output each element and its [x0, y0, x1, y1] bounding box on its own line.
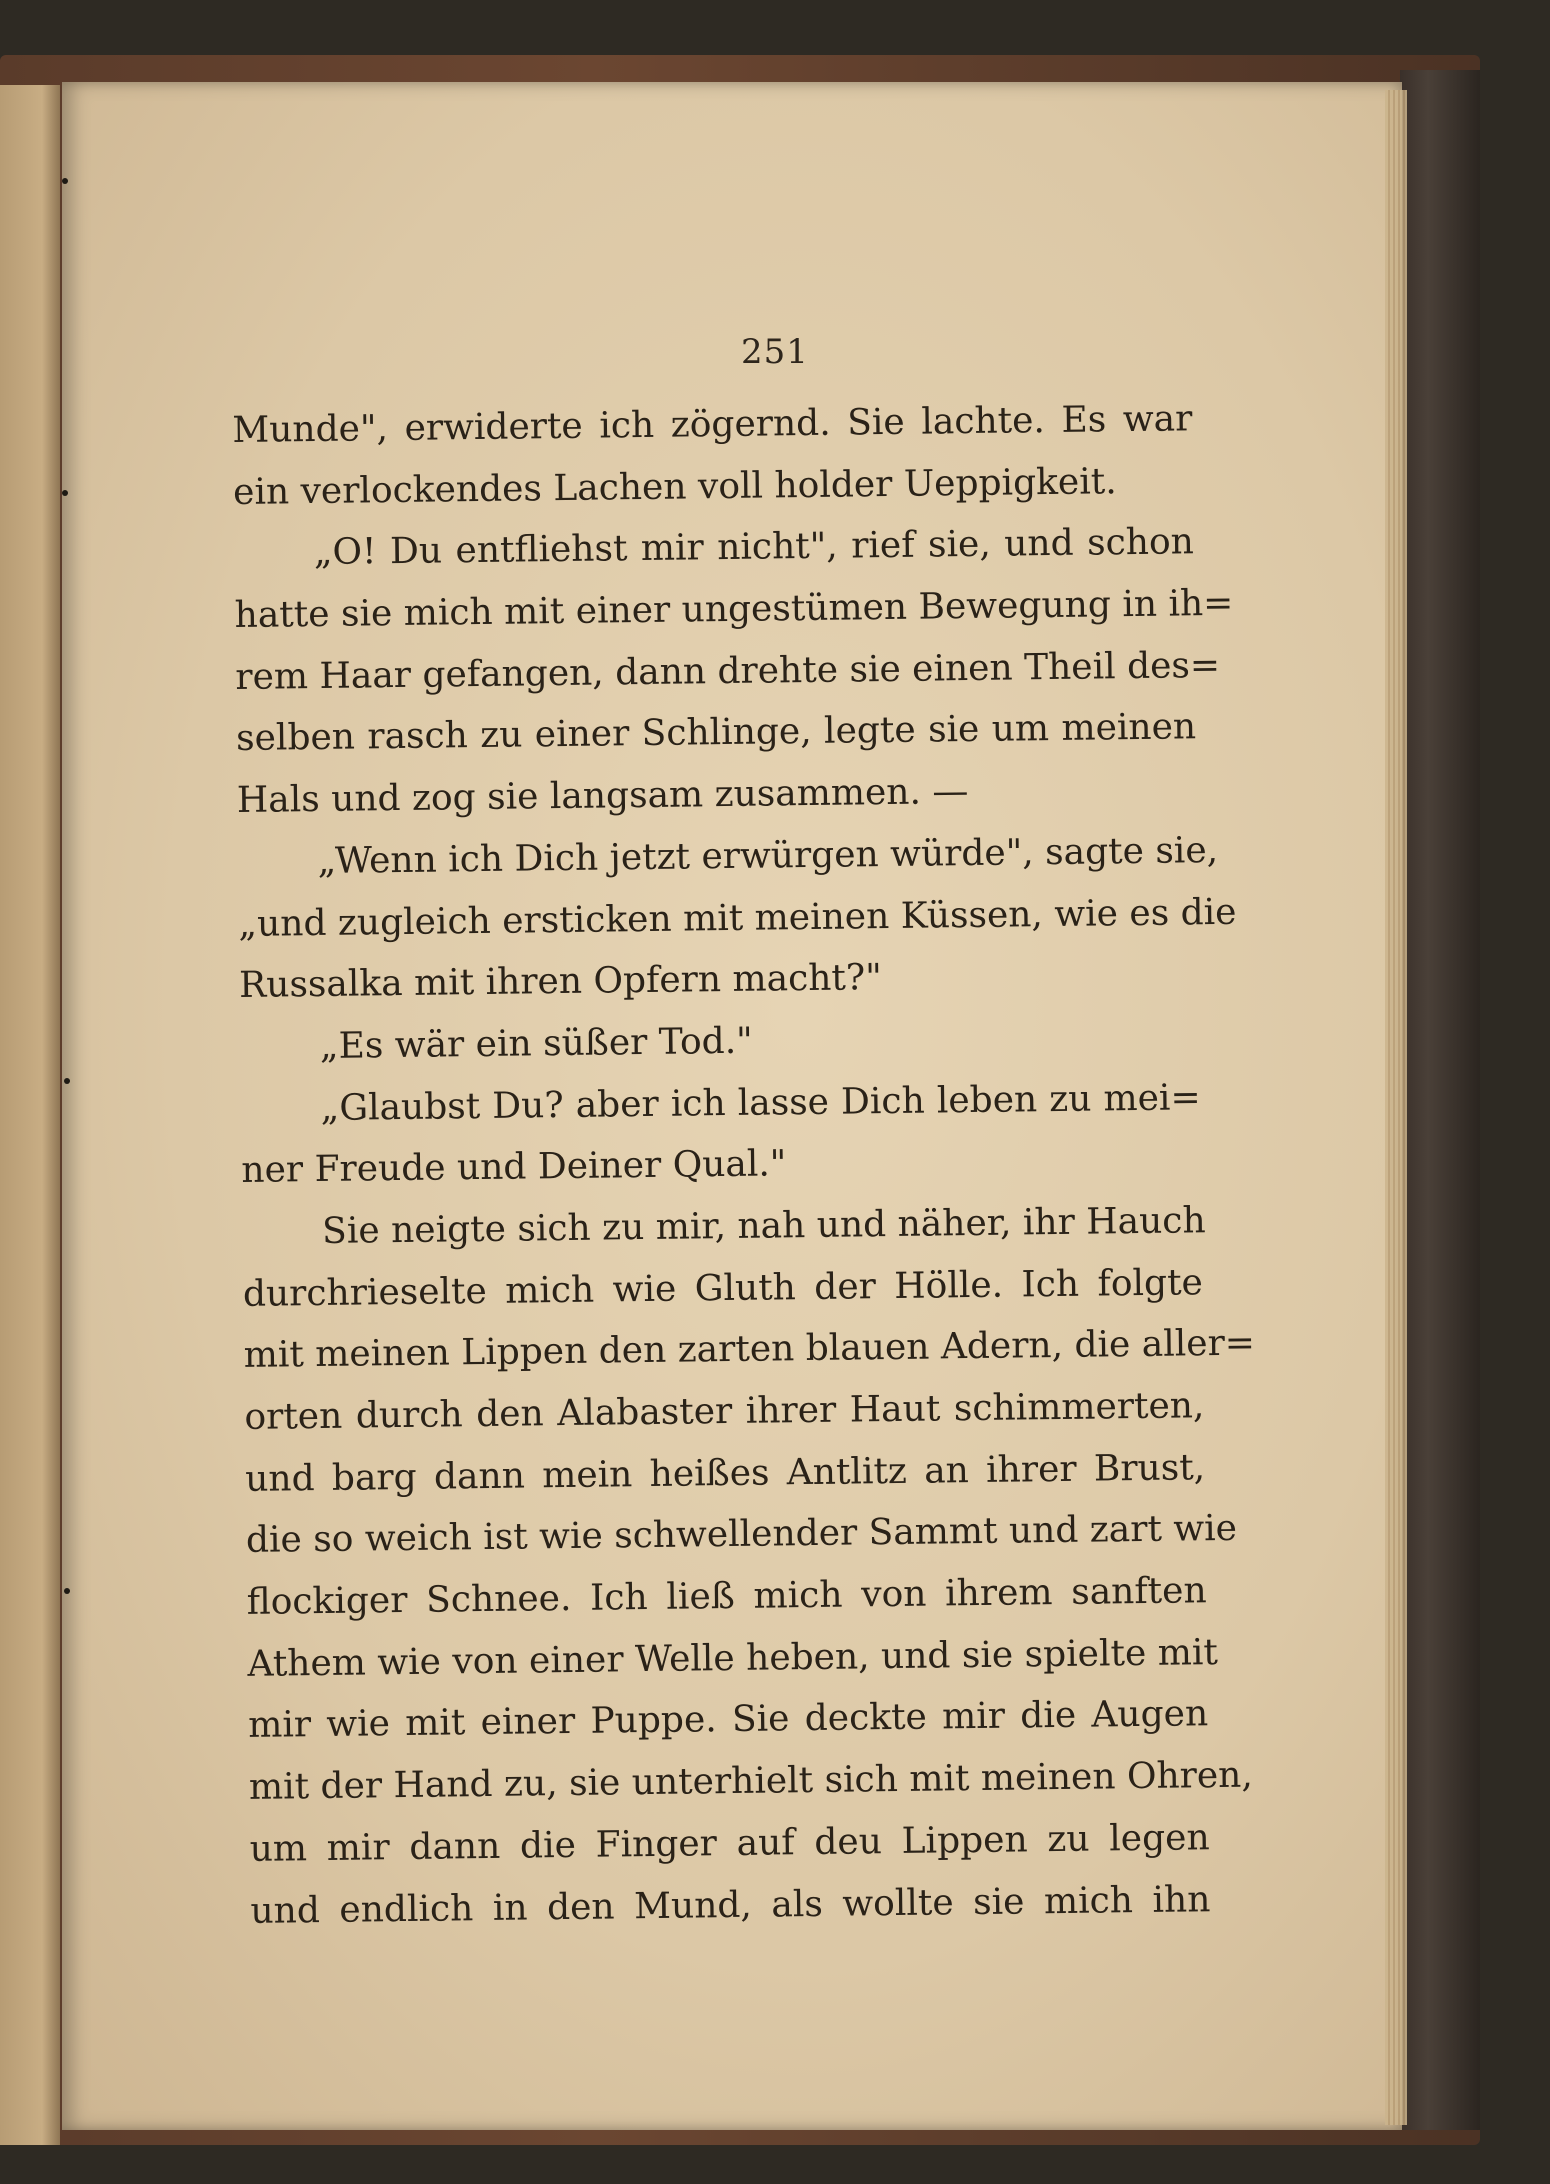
text-line: Hals und zog sie langsam zusammen. —	[236, 771, 969, 822]
text-line: Munde", erwiderte ich zögernd. Sie lachte. Es war	[232, 398, 1193, 451]
body-text	[232, 388, 1256, 1942]
text-line: und endlich in den Mund, als wollte sie mich ihn	[250, 1878, 1211, 1932]
text-line: „Wenn ich Dich jetzt erwürgen würde", sagte sie,	[317, 829, 1219, 882]
text-line: „O! Du entfliehst mir nicht", rief sie, und schon	[313, 521, 1195, 574]
text-line: selben rasch zu einer Schlinge, legte sie um meinen	[235, 706, 1197, 760]
text-line: Russalka mit ihren Opfern macht?"	[238, 957, 882, 1007]
text-line: „Glaubst Du? aber ich lasse Dich leben zu mei=	[320, 1076, 1201, 1129]
page-stack-edge	[1385, 90, 1407, 2125]
paper-speck	[62, 178, 68, 184]
paper-speck	[64, 1078, 70, 1084]
text-line: orten durch den Alabaster ihrer Haut schimmerten,	[244, 1385, 1205, 1438]
text-line: mir wie mit einer Puppe. Sie deckte mir die Augen	[247, 1693, 1209, 1747]
text-line: „und zugleich ersticken mit meinen Küssen, wie es die	[238, 891, 1237, 945]
text-line: ein verlockendes Lachen voll holder Ueppigkeit.	[232, 460, 1117, 513]
text-line: mit meinen Lippen den zarten blauen Adern, die aller=	[243, 1322, 1256, 1377]
text-line: „Es wär ein süßer Tod."	[319, 1020, 753, 1067]
text-line: hatte sie mich mit einer ungestümen Bewegung in ih=	[234, 582, 1234, 637]
text-line: flockiger Schnee. Ich ließ mich von ihrem sanften	[246, 1570, 1207, 1623]
paper-speck	[64, 1588, 70, 1594]
left-page-edge	[0, 85, 60, 2145]
paper-speck	[62, 490, 68, 496]
book-board-edge	[1400, 70, 1480, 2130]
text-line: durchrieselte mich wie Gluth der Hölle. Ich folgte	[242, 1261, 1204, 1315]
text-line: ner Freude und Deiner Qual."	[241, 1143, 787, 1192]
page-number: 251	[741, 332, 809, 372]
text-line: die so weich ist wie schwellender Sammt und zart wie	[245, 1508, 1238, 1562]
text-line: und barg dann mein heißes Antlitz an ihrer Brust,	[244, 1446, 1206, 1500]
text-line: um mir dann die Finger auf deu Lippen zu legen	[249, 1816, 1210, 1870]
text-line: Athem wie von einer Welle heben, und sie spielte mit	[247, 1631, 1219, 1685]
text-line: Sie neigte sich zu mir, nah und näher, ihr Hauch	[321, 1200, 1206, 1252]
text-line: rem Haar gefangen, dann drehte sie einen Theil des=	[235, 644, 1221, 698]
text-line: mit der Hand zu, sie unterhielt sich mit meinen Ohren,	[248, 1754, 1254, 1809]
